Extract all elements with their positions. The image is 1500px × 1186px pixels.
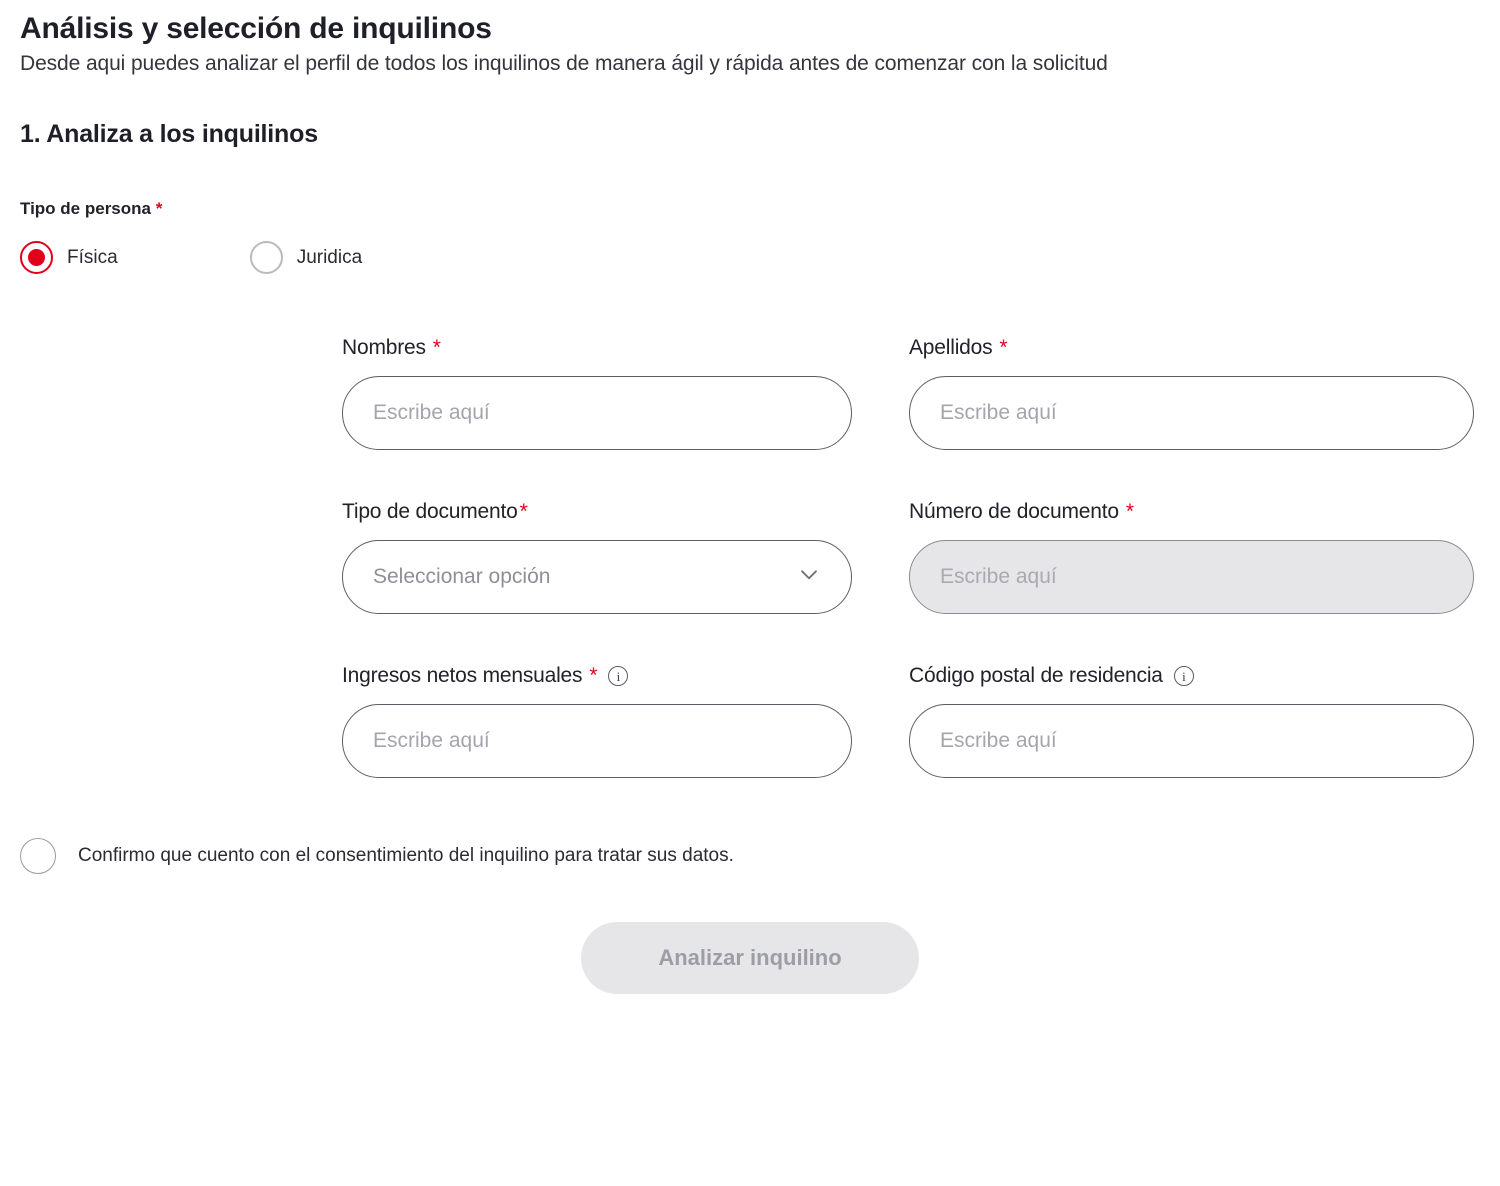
field-nombres	[342, 336, 852, 450]
required-asterisk: *	[589, 664, 598, 687]
tipo-documento-selected-value: Seleccionar opción	[373, 565, 551, 588]
tipo-documento-select[interactable]	[342, 540, 852, 614]
radio-icon-unselected[interactable]	[250, 241, 283, 274]
label-ingresos-netos-text: Ingresos netos mensuales	[342, 664, 583, 687]
person-type-label	[20, 199, 1480, 219]
person-type-radios	[20, 241, 1480, 274]
label-tipo-documento-text: Tipo de documento	[342, 500, 518, 523]
required-asterisk: *	[1125, 500, 1134, 523]
required-asterisk: *	[999, 336, 1008, 359]
radio-option-juridica[interactable]	[250, 241, 362, 274]
consent-checkbox[interactable]	[20, 838, 56, 874]
radio-label-juridica: Juridica	[296, 246, 363, 268]
consent-row	[20, 838, 1480, 874]
info-icon[interactable]: i	[608, 666, 628, 686]
label-nombres-text: Nombres	[342, 336, 426, 359]
page-subtitle: Desde aqui puedes analizar el perfil de todos los inquilinos de manera ágil y rápida antes de comenzar con la solicitud	[20, 52, 1108, 75]
label-tipo-documento	[342, 500, 852, 524]
tenant-form-grid	[342, 336, 1482, 828]
radio-label-fisica: Física	[67, 246, 118, 268]
field-numero-documento	[909, 500, 1474, 614]
analizar-inquilino-button[interactable]: Analizar inquilino	[581, 922, 919, 994]
required-asterisk: *	[519, 500, 528, 523]
section-title: 1. Analiza a los inquilinos	[20, 120, 318, 148]
radio-option-fisica[interactable]	[20, 241, 118, 274]
label-apellidos	[909, 336, 1474, 360]
field-tipo-documento	[342, 500, 852, 614]
radio-icon-selected[interactable]	[20, 241, 53, 274]
person-type-label-text: Tipo de persona	[20, 199, 151, 218]
ingresos-netos-input[interactable]	[342, 704, 852, 778]
label-numero-documento	[909, 500, 1474, 524]
field-ingresos-netos	[342, 664, 852, 778]
nombres-input[interactable]	[342, 376, 852, 450]
submit-row	[20, 922, 1480, 994]
label-ingresos-netos	[342, 664, 852, 688]
person-type-group	[20, 199, 1480, 274]
required-asterisk: *	[155, 199, 163, 218]
label-apellidos-text: Apellidos	[909, 336, 993, 359]
label-codigo-postal-text: Código postal de residencia	[909, 664, 1163, 687]
label-nombres	[342, 336, 852, 360]
info-icon[interactable]: i	[1174, 666, 1194, 686]
consent-label: Confirmo que cuento con el consentimiento del inquilino para tratar sus datos.	[78, 845, 734, 866]
label-codigo-postal	[909, 664, 1474, 688]
page-title: Análisis y selección de inquilinos	[20, 12, 492, 45]
tipo-documento-select-wrap	[342, 540, 852, 614]
field-apellidos	[909, 336, 1474, 450]
numero-documento-input[interactable]	[909, 540, 1474, 614]
codigo-postal-input[interactable]	[909, 704, 1474, 778]
field-codigo-postal	[909, 664, 1474, 778]
label-numero-documento-text: Número de documento	[909, 500, 1119, 523]
apellidos-input[interactable]	[909, 376, 1474, 450]
radio-dot	[28, 249, 45, 266]
required-asterisk: *	[432, 336, 441, 359]
